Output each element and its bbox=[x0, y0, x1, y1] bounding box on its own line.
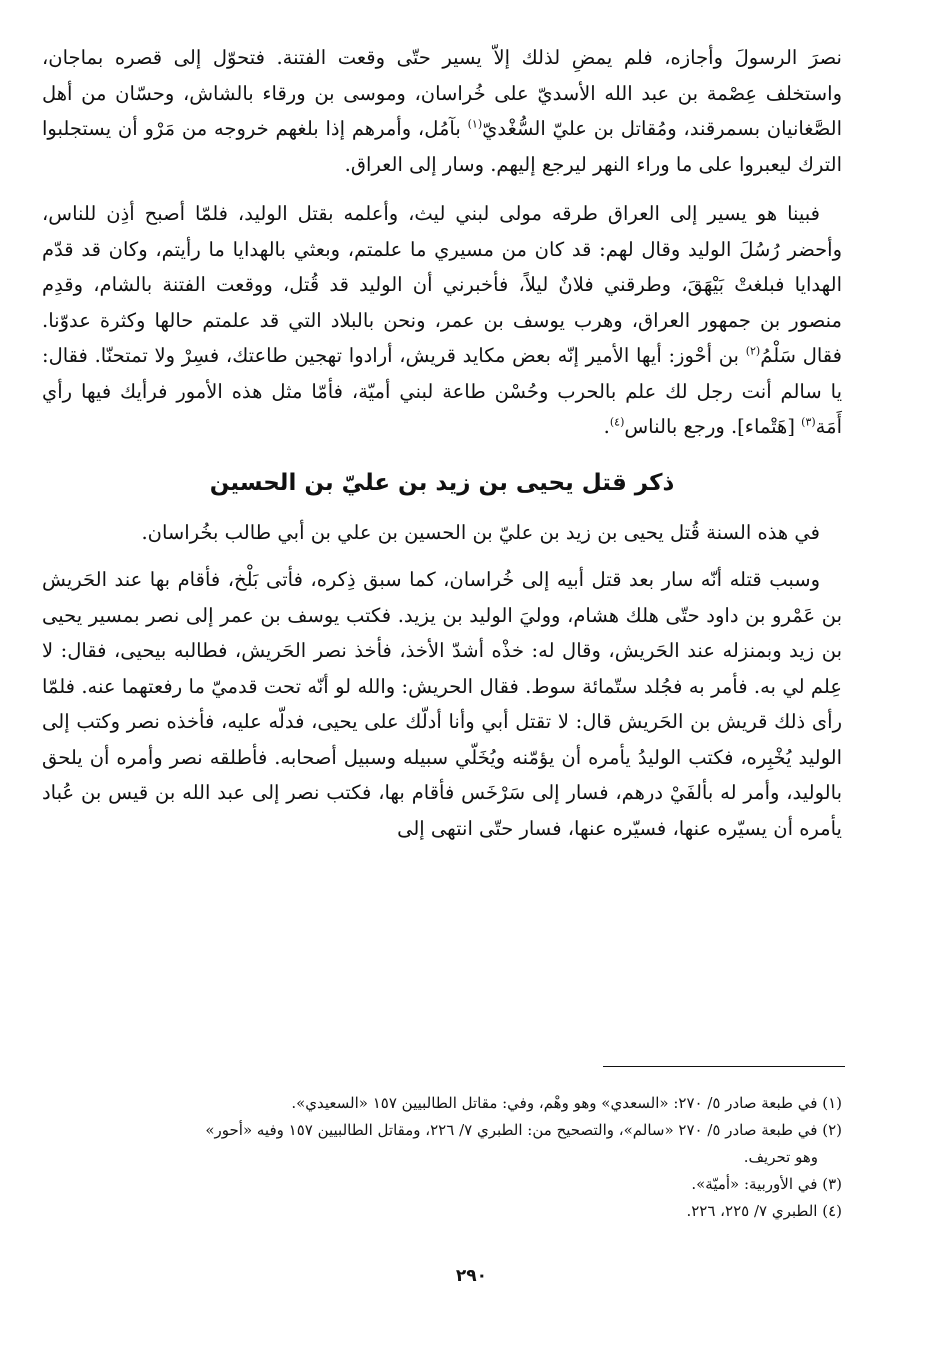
footnote-number: (٤) bbox=[822, 1202, 842, 1220]
section-heading: ذكر قتل يحيى بن زيد بن عليّ بن الحسين bbox=[209, 469, 675, 496]
paragraph-2: فبينا هو يسير إلى العراق طرقه مولى لبني ليث، وأعلمه بقتل الوليد، فلمّا أصبح أذِن للناس، وأحضر رُسُلَ الوليد وقال لهم: قد كان من مسيري ما علمتم، وبعثي بالهدايا ما رأيتم، وكان قد قدّم الهدايا فبلغتْ بَيْهَقَ، وطرقني فلانٌ ليلاً، فأخبرني أن الوليد قد قُتل، ووقعت الفتنة بالشام، وقدِم منصور بن جمهور العراق، وهرب يوسف بن عمر، ونحن بالبلاد التي قد علمتم حالها وكثرة عدوّنا. فقال سَلْمُ$^{(٢)}$ بن أحْوز: أيها الأمير إنّه بعض مكايد قريش، أرادوا تهجين طاعتك، فسِرْ ولا تمتحنّا. فقال: يا سالم أنت رجل لك علم بالحرب وحُسْن طاعة لبني أميّة، فأمّا مثل هذه الأمور فرأيك فيها رأي أَمَة$^{(٣)}$ [هَتْماء]. ورجع بالناس$^{(٤)}$. bbox=[42, 202, 842, 438]
footnotes bbox=[42, 1090, 842, 1225]
footnote-1 bbox=[42, 1090, 842, 1117]
footnote-text: في طبعة صادر ٥/ ٢٧٠: «السعدي» وهو وهْم، وفي: مقاتل الطالبيين ١٥٧ «السعيدي». bbox=[291, 1094, 818, 1112]
footnote-text: الطبري ٧/ ٢٢٥، ٢٢٦. bbox=[686, 1202, 818, 1220]
footnote-ref-1[interactable]: (١) bbox=[467, 117, 483, 131]
footnote-text: وهو تحريف. bbox=[743, 1148, 818, 1166]
paragraph-1: نصرَ الرسولَ وأجازه، فلم يمضِ لذلك إلاّ يسير حتّى وقعت الفتنة. فتحوّل إلى قصره بماجان، واستخلف عِصْمة بن عبد الله الأسديّ على خُراسان، وموسى بن ورقاء بالشاش، وحسّان من أهل الصَّغانيان بسمرقند، ومُقاتل بن عليّ السُّغْديّ$^{(١)}$ بآمُل، وأمرهم إذا بلغهم خروجه من مَرْو أن يستجلبوا الترك ليعبروا على ما وراء النهر ليرجع إليهم. وسار إلى العراق. bbox=[42, 46, 842, 176]
footnote-number: (٣) bbox=[822, 1175, 842, 1193]
footnote-3 bbox=[42, 1171, 842, 1198]
paragraph-4: وسبب قتله أنّه سار بعد قتل أبيه إلى خُراسان، كما سبق ذِكره، فأتى بَلْخ، فأقام بها عند الحَريش بن عَمْرو بن داود حتّى هلك هشام، ووليَ الوليد بن يزيد. فكتب يوسف بن عمر إلى نصر بمسير يحيى بن زيد وبمنزله عند الحَريش، وقال له: خذْه أشدّ الأخذ، فأخذ نصر الحَريش، فطالبه بيحيى، فقال: لا عِلم لي به. فأمر به فجُلد ستّمائة سوط. فقال الحريش: والله لو أنّه تحت قدميّ ما رفعتهما عنه. فلمّا رأى ذلك قريش بن الحَريش قال: لا تقتل أبي وأنا أدلّك على يحيى، فدلّه عليه، فأخذه نصر وكتب إلى الوليد يُخْبِره، فكتب الوليدُ يأمره أن يؤمّنه ويُخَلّي سبيله وسبيل أصحابه. فأطلقه نصر وأمره أن يلحق بالوليد، وأمر له بألفَيْ درهم، فسار إلى سَرْخَس فأقام بها، فكتب نصر إلى عبد الله بن قيس بن عُباد يأمره أن يسيّره عنها، فسيّره عنها، فسار حتّى انتهى إلى bbox=[42, 568, 843, 840]
page-number: ٢٩٠ bbox=[455, 1266, 488, 1286]
footnote-ref-2[interactable]: (٢) bbox=[745, 344, 761, 358]
paragraph-3: في هذه السنة قُتل يحيى بن زيد بن عليّ بن الحسين بن علي بن أبي طالب بخُراسان. bbox=[141, 520, 820, 544]
footnote-text: في الأوربية: «أميّة». bbox=[691, 1175, 818, 1193]
footnote-2 bbox=[42, 1117, 842, 1144]
footnote-2-continuation bbox=[42, 1144, 842, 1171]
page-body bbox=[42, 40, 842, 846]
footnote-ref-3[interactable]: (٣) bbox=[801, 415, 816, 429]
footnote-number: (٢) bbox=[822, 1121, 842, 1139]
footnote-4 bbox=[42, 1198, 842, 1225]
footnote-number: (١) bbox=[822, 1094, 842, 1112]
footnote-text: في طبعة صادر ٥/ ٢٧٠ «سالم»، والتصحيح من: الطبري ٧/ ٢٢٦، ومقاتل الطالبيين ١٥٧ وفيه «أحور» bbox=[205, 1121, 818, 1139]
footnote-ref-4[interactable]: (٤) bbox=[609, 415, 625, 429]
footnote-divider bbox=[603, 1066, 845, 1067]
